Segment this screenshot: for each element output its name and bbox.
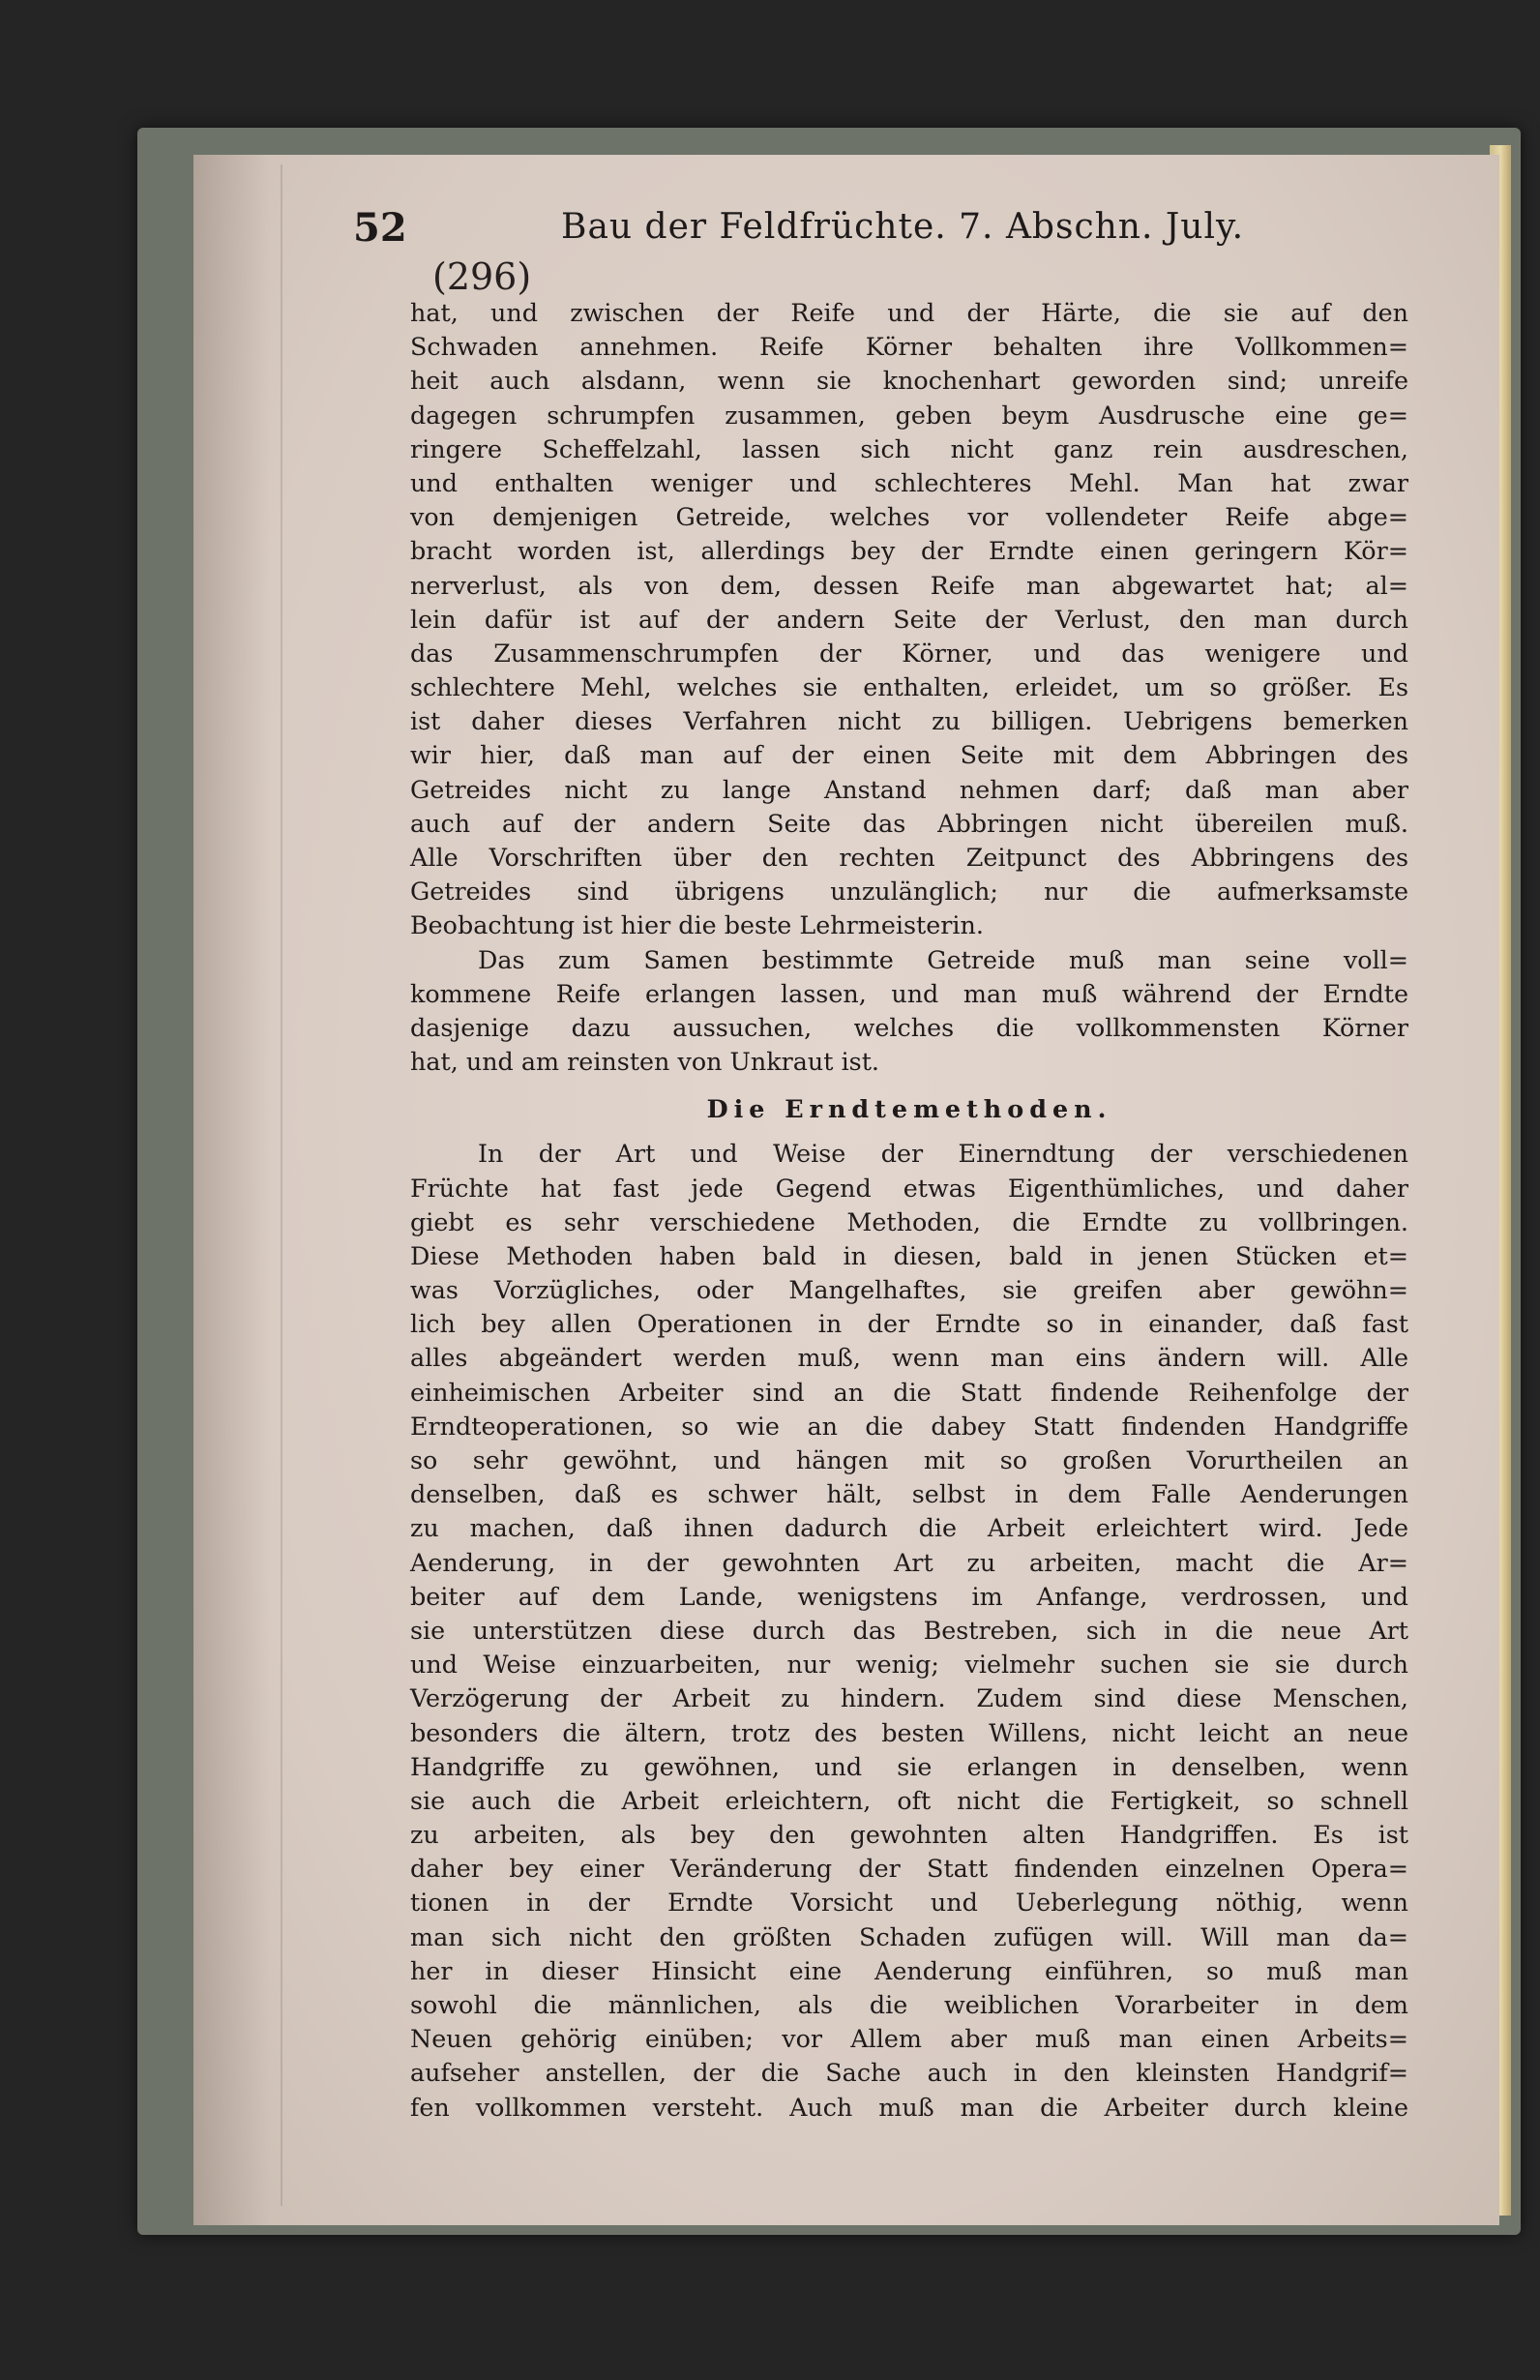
text-line: dasjenige dazu aussuchen, welches die vollkommensten Körner	[410, 1012, 1408, 1042]
paragraph-2	[410, 943, 1408, 1080]
text-line: lein dafür ist auf der andern Seite der Verlust, den man durch	[410, 604, 1408, 634]
text-line: Das zum Samen bestimmte Getreide muß man seine voll=	[478, 944, 1408, 974]
text-line: Aenderung, in der gewohnten Art zu arbeiten, macht die Ar=	[410, 1547, 1408, 1577]
text-line: giebt es sehr verschiedene Methoden, die Erndte zu vollbringen.	[410, 1206, 1408, 1236]
text-line: Verzögerung der Arbeit zu hindern. Zudem sind diese Menschen,	[410, 1683, 1408, 1713]
text-line: heit auch alsdann, wenn sie knochenhart geworden sind; unreife	[410, 366, 1408, 396]
text-line: Früchte hat fast jede Gegend etwas Eigenthümliches, und daher	[410, 1173, 1408, 1203]
paragraph-1	[410, 296, 1408, 943]
text-line: Getreides sind übrigens unzulänglich; nur die aufmerksamste	[410, 877, 1408, 907]
text-line: her in dieser Hinsicht eine Aenderung einführen, so muß man	[410, 1955, 1408, 1985]
page-header	[353, 205, 1446, 263]
text-line: Getreides nicht zu lange Anstand nehmen darf; daß man aber	[410, 774, 1408, 804]
text-line: Handgriffe zu gewöhnen, und sie erlangen in denselben, wenn	[410, 1751, 1408, 1781]
text-line: Neuen gehörig einüben; vor Allem aber muß man einen Arbeits=	[410, 2024, 1408, 2054]
text-line: und enthalten weniger und schlechteres Mehl. Man hat zwar	[410, 467, 1408, 497]
paragraph-3	[410, 1137, 1408, 2124]
text-line: sowohl die männlichen, als die weiblichen Vorarbeiter in dem	[410, 1990, 1408, 2019]
text-line: Schwaden annehmen. Reife Körner behalten ihre Vollkommen=	[410, 332, 1408, 362]
text-line: zu arbeiten, als bey den gewohnten alten Handgriffen. Es ist	[410, 1820, 1408, 1850]
text-line: Erndteoperationen, so wie an die dabey Statt findenden Handgriffe	[410, 1411, 1408, 1441]
text-line: beiter auf dem Lande, wenigstens im Anfange, verdrossen, und	[410, 1581, 1408, 1611]
text-line: hat, und am reinsten von Unkraut ist.	[410, 1047, 879, 1077]
text-line: bracht worden ist, allerdings bey der Erndte einen geringern Kör=	[410, 536, 1408, 566]
gutter-shadow	[193, 155, 271, 2225]
text-line: und Weise einzuarbeiten, nur wenig; vielmehr suchen sie sie durch	[410, 1650, 1408, 1680]
text-line: ist daher dieses Verfahren nicht zu billigen. Uebrigens bemerken	[410, 706, 1408, 736]
running-title: Bau der Feldfrüchte. 7. Abschn. July.	[561, 207, 1245, 247]
text-line: daher bey einer Veränderung der Statt findenden einzelnen Opera=	[410, 1854, 1408, 1884]
text-line: nerverlust, als von dem, dessen Reife man abgewartet hat; al=	[410, 570, 1408, 600]
body-text	[410, 296, 1408, 2125]
text-line: so sehr gewöhnt, und hängen mit so großen Vorurtheilen an	[410, 1445, 1408, 1474]
text-line: lich bey allen Operationen in der Erndte so in einander, daß fast	[410, 1309, 1408, 1339]
text-line: sie auch die Arbeit erleichtern, oft nicht die Fertigkeit, so schnell	[410, 1785, 1408, 1815]
text-line: sie unterstützen diese durch das Bestreben, sich in die neue Art	[410, 1615, 1408, 1645]
text-line: kommene Reife erlangen lassen, und man muß während der Erndte	[410, 978, 1408, 1008]
text-line: zu machen, daß ihnen dadurch die Arbeit erleichtert wird. Jede	[410, 1513, 1408, 1543]
page-number: 52	[353, 205, 407, 251]
text-line: das Zusammenschrumpfen der Körner, und das wenigere und	[410, 638, 1408, 668]
section-heading: Die Erndtemethoden.	[706, 1094, 1112, 1124]
text-line: einheimischen Arbeiter sind an die Statt findende Reihenfolge der	[410, 1377, 1408, 1407]
text-line: ringere Scheffelzahl, lassen sich nicht ganz rein ausdreschen,	[410, 433, 1408, 463]
text-line: Alle Vorschriften über den rechten Zeitpunct des Abbringens des	[410, 843, 1408, 872]
text-line: denselben, daß es schwer hält, selbst in dem Falle Aenderungen	[410, 1479, 1408, 1509]
text-line: wir hier, daß man auf der einen Seite mit dem Abbringen des	[410, 740, 1408, 770]
text-line: auch auf der andern Seite das Abbringen nicht übereilen muß.	[410, 808, 1408, 838]
text-line: besonders die ältern, trotz des besten Willens, nicht leicht an neue	[410, 1717, 1408, 1747]
text-line: alles abgeändert werden muß, wenn man eins ändern will. Alle	[410, 1343, 1408, 1373]
text-line: fen vollkommen versteht. Auch muß man die Arbeiter durch kleine	[410, 2092, 1408, 2122]
text-line: man sich nicht den größten Schaden zufügen will. Will man da=	[410, 1921, 1408, 1951]
text-line: Beobachtung ist hier die beste Lehrmeisterin.	[410, 910, 984, 940]
text-line: Diese Methoden haben bald in diesen, bald in jenen Stücken et=	[410, 1240, 1408, 1270]
text-line: von demjenigen Getreide, welches vor vollendeter Reife abge=	[410, 502, 1408, 532]
text-line: tionen in der Erndte Vorsicht und Ueberlegung nöthig, wenn	[410, 1888, 1408, 1918]
text-line: hat, und zwischen der Reife und der Härte, die sie auf den	[410, 298, 1408, 327]
text-line: dagegen schrumpfen zusammen, geben beym Ausdrusche eine ge=	[410, 400, 1408, 430]
text-line: schlechtere Mehl, welches sie enthalten, erleidet, um so größer. Es	[410, 672, 1408, 702]
signature-mark: (296)	[432, 255, 532, 298]
text-line: aufseher anstellen, der die Sache auch in den kleinsten Handgrif=	[410, 2058, 1408, 2088]
page-crease	[281, 164, 282, 2206]
text-line: was Vorzügliches, oder Mangelhaftes, sie greifen aber gewöhn=	[410, 1275, 1408, 1305]
text-line: In der Art und Weise der Einerndtung der verschiedenen	[478, 1139, 1408, 1169]
